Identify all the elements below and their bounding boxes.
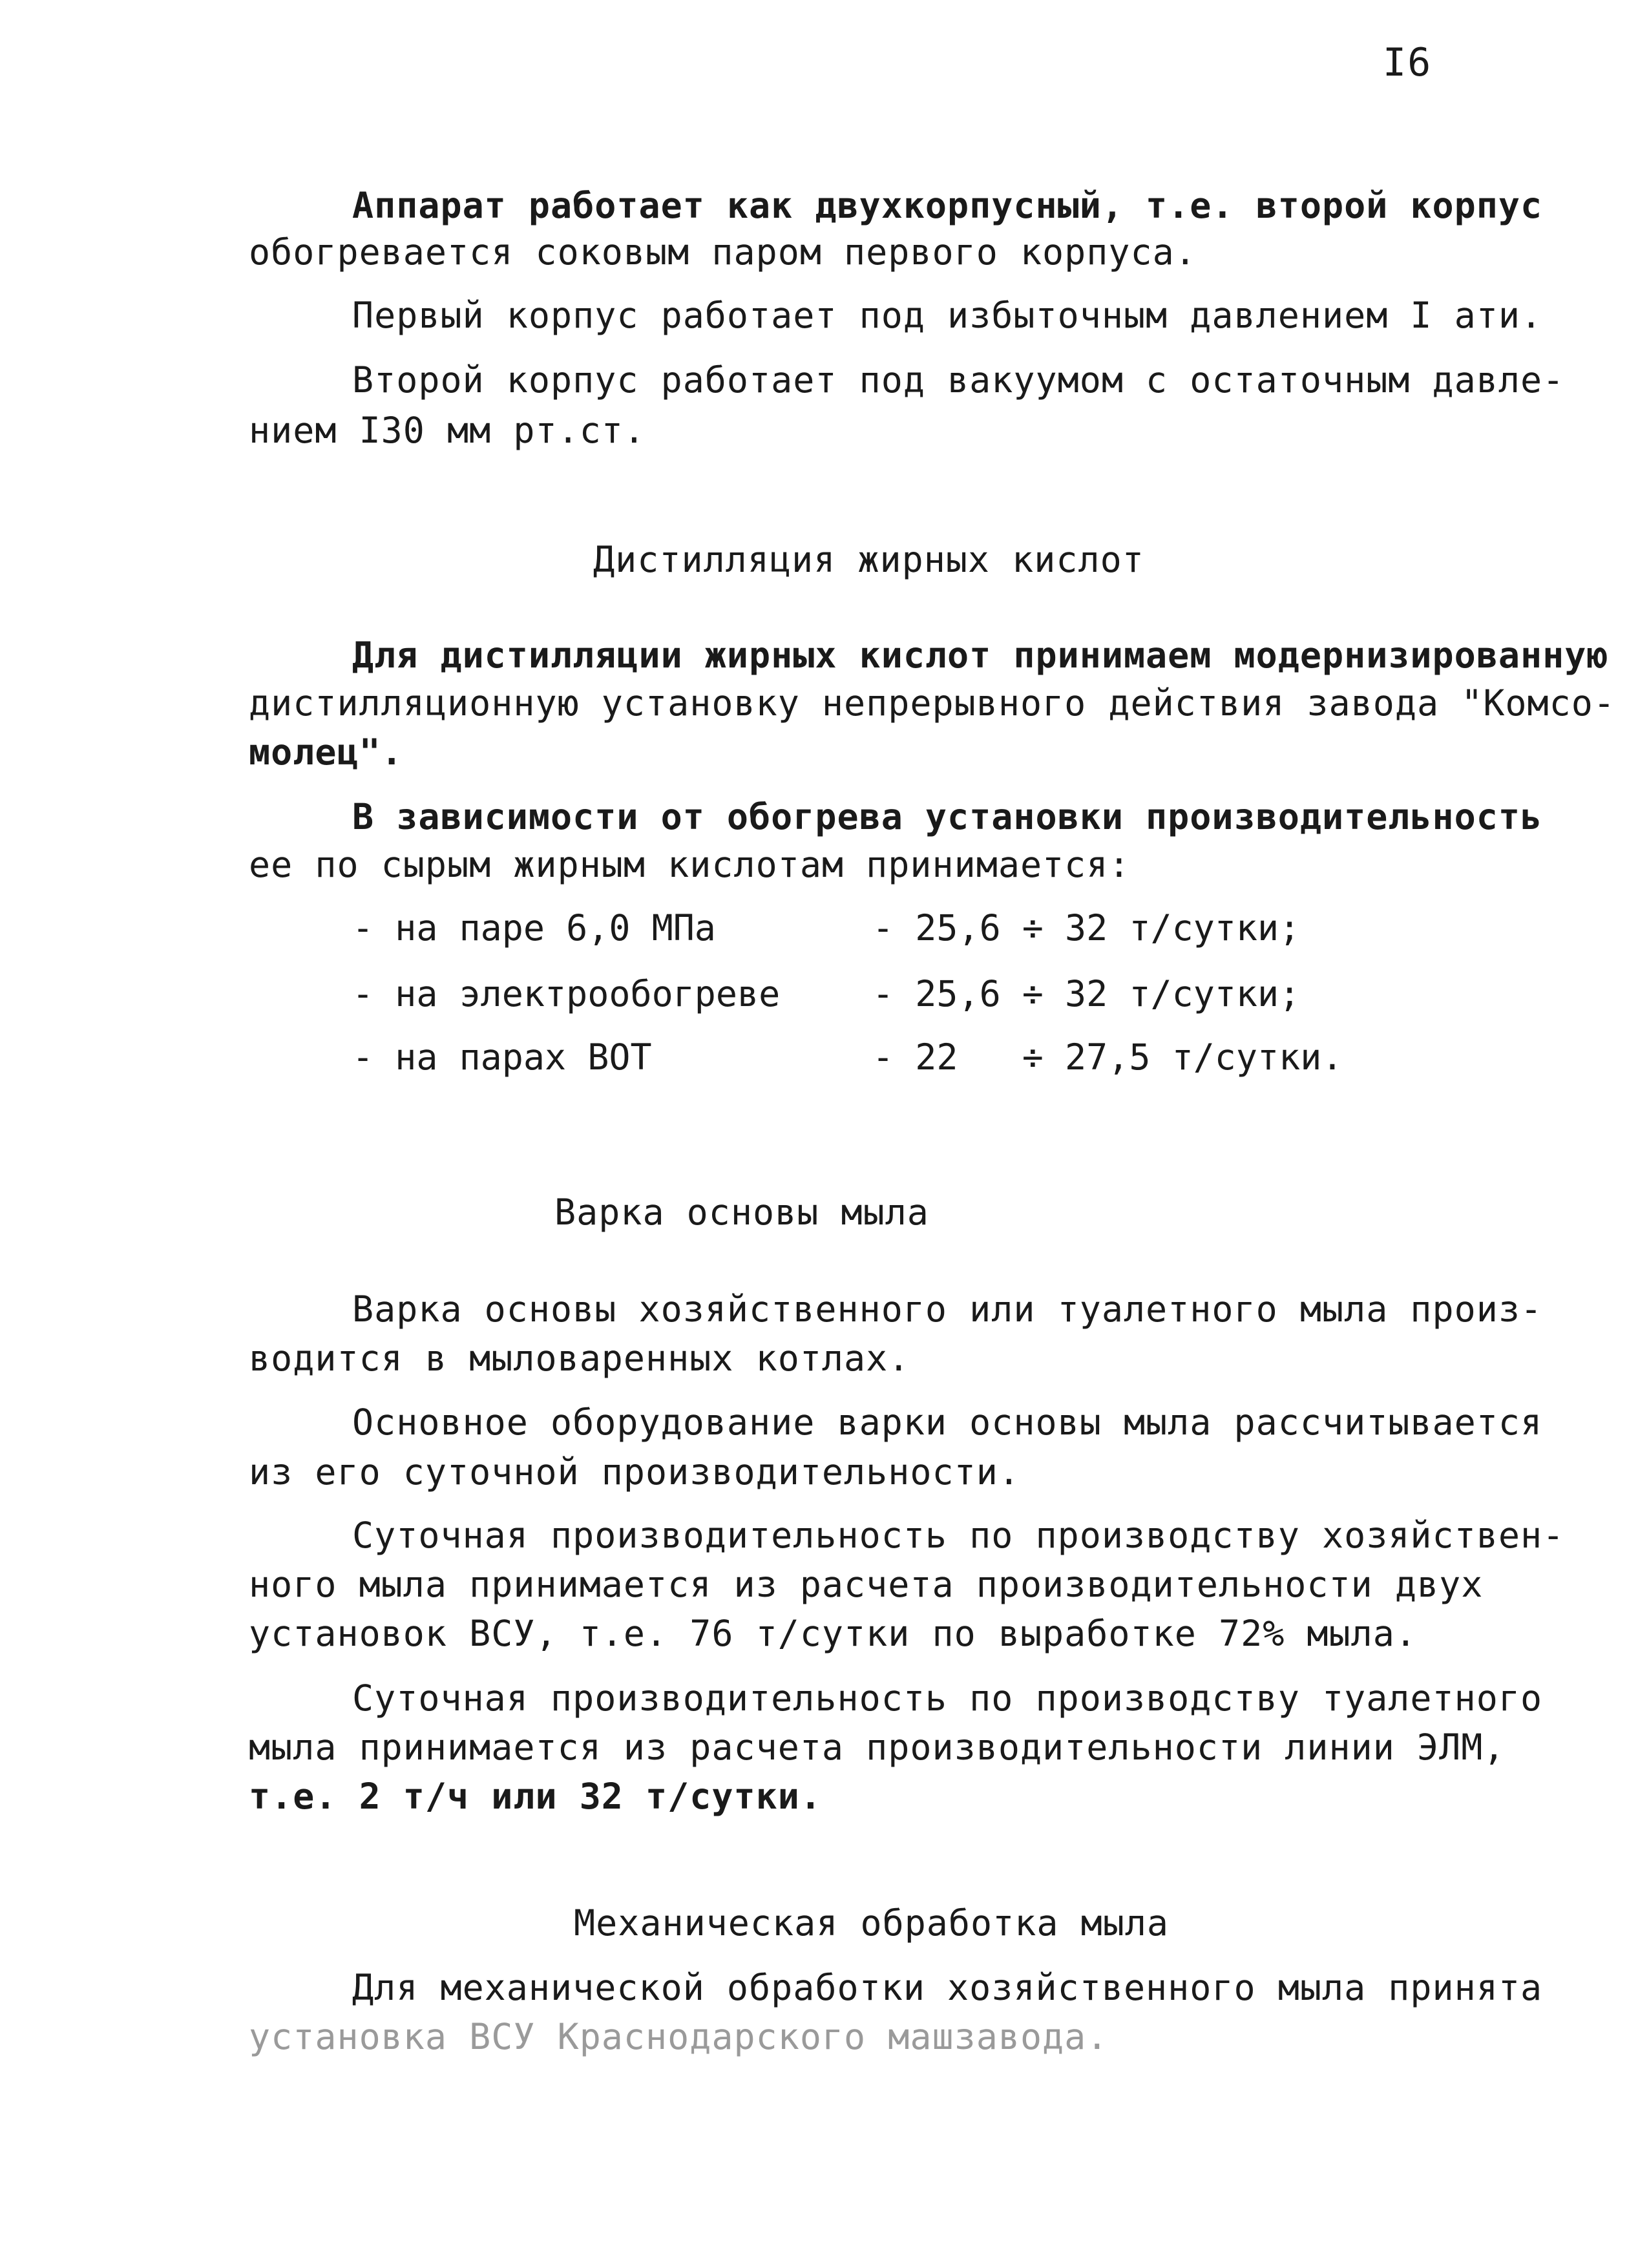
paragraph-line: водится в мыловаренных котлах. (249, 1338, 910, 1379)
paragraph-line: В зависимости от обогрева установки производительность (352, 796, 1543, 837)
paragraph-line: обогревается соковым паром первого корпуса. (249, 231, 1197, 273)
paragraph-line: ее по сырым жирным кислотам принимается: (249, 844, 1131, 885)
list-item-label: - на электрообогреве (352, 973, 781, 1014)
paragraph-line: установка ВСУ Краснодарского машзавода. (249, 2016, 1109, 2057)
list-item-label: - на парах ВОТ (352, 1036, 652, 1078)
list-item-label: - на паре 6,0 МПа (352, 907, 716, 949)
paragraph-line: Второй корпус работает под вакуумом с остаточным давле- (352, 359, 1565, 401)
paragraph-line: Основное оборудование варки основы мыла рассчитывается (352, 1402, 1543, 1443)
paragraph-line: т.е. 2 т/ч или 32 т/сутки. (249, 1776, 822, 1817)
paragraph-line: нием I30 мм рт.ст. (249, 410, 646, 451)
paragraph-line: дистилляционную установку непрерывного действия завода "Комсо- (249, 682, 1615, 724)
paragraph-line: ного мыла принимается из расчета производительности двух (249, 1564, 1484, 1605)
paragraph-line: мыла принимается из расчета производительности линии ЭЛМ, (249, 1727, 1506, 1768)
list-item-value: - 22 ÷ 27,5 т/сутки. (872, 1036, 1343, 1078)
page-number: I6 (1383, 40, 1433, 85)
paragraph-line: молец". (249, 731, 403, 773)
paragraph-line: Для дистилляции жирных кислот принимаем модернизированную (352, 635, 1609, 676)
paragraph-line: Суточная производительность по производству туалетного (352, 1677, 1543, 1719)
section-heading: Дистилляция жирных кислот (593, 539, 1144, 580)
list-item-value: - 25,6 ÷ 32 т/сутки; (872, 973, 1301, 1014)
paragraph-line: Первый корпус работает под избыточным давлением I ати. (352, 295, 1543, 336)
section-heading: Механическая обработка мыла (574, 1902, 1170, 1944)
paragraph-line: установок ВСУ, т.е. 76 т/сутки по выработке 72% мыла. (249, 1613, 1417, 1654)
paragraph-line: из его суточной производительности. (249, 1451, 1020, 1493)
section-heading: Варка основы мыла (554, 1192, 929, 1233)
paragraph-line: Суточная производительность по производству хозяйствен- (352, 1515, 1565, 1556)
list-item-value: - 25,6 ÷ 32 т/сутки; (872, 907, 1301, 949)
paragraph-line: Для механической обработки хозяйственного мыла принята (352, 1967, 1543, 2008)
paragraph-line: Аппарат работает как двухкорпусный, т.е. второй корпус (352, 185, 1543, 226)
paragraph-line: Варка основы хозяйственного или туалетного мыла произ- (352, 1288, 1543, 1330)
